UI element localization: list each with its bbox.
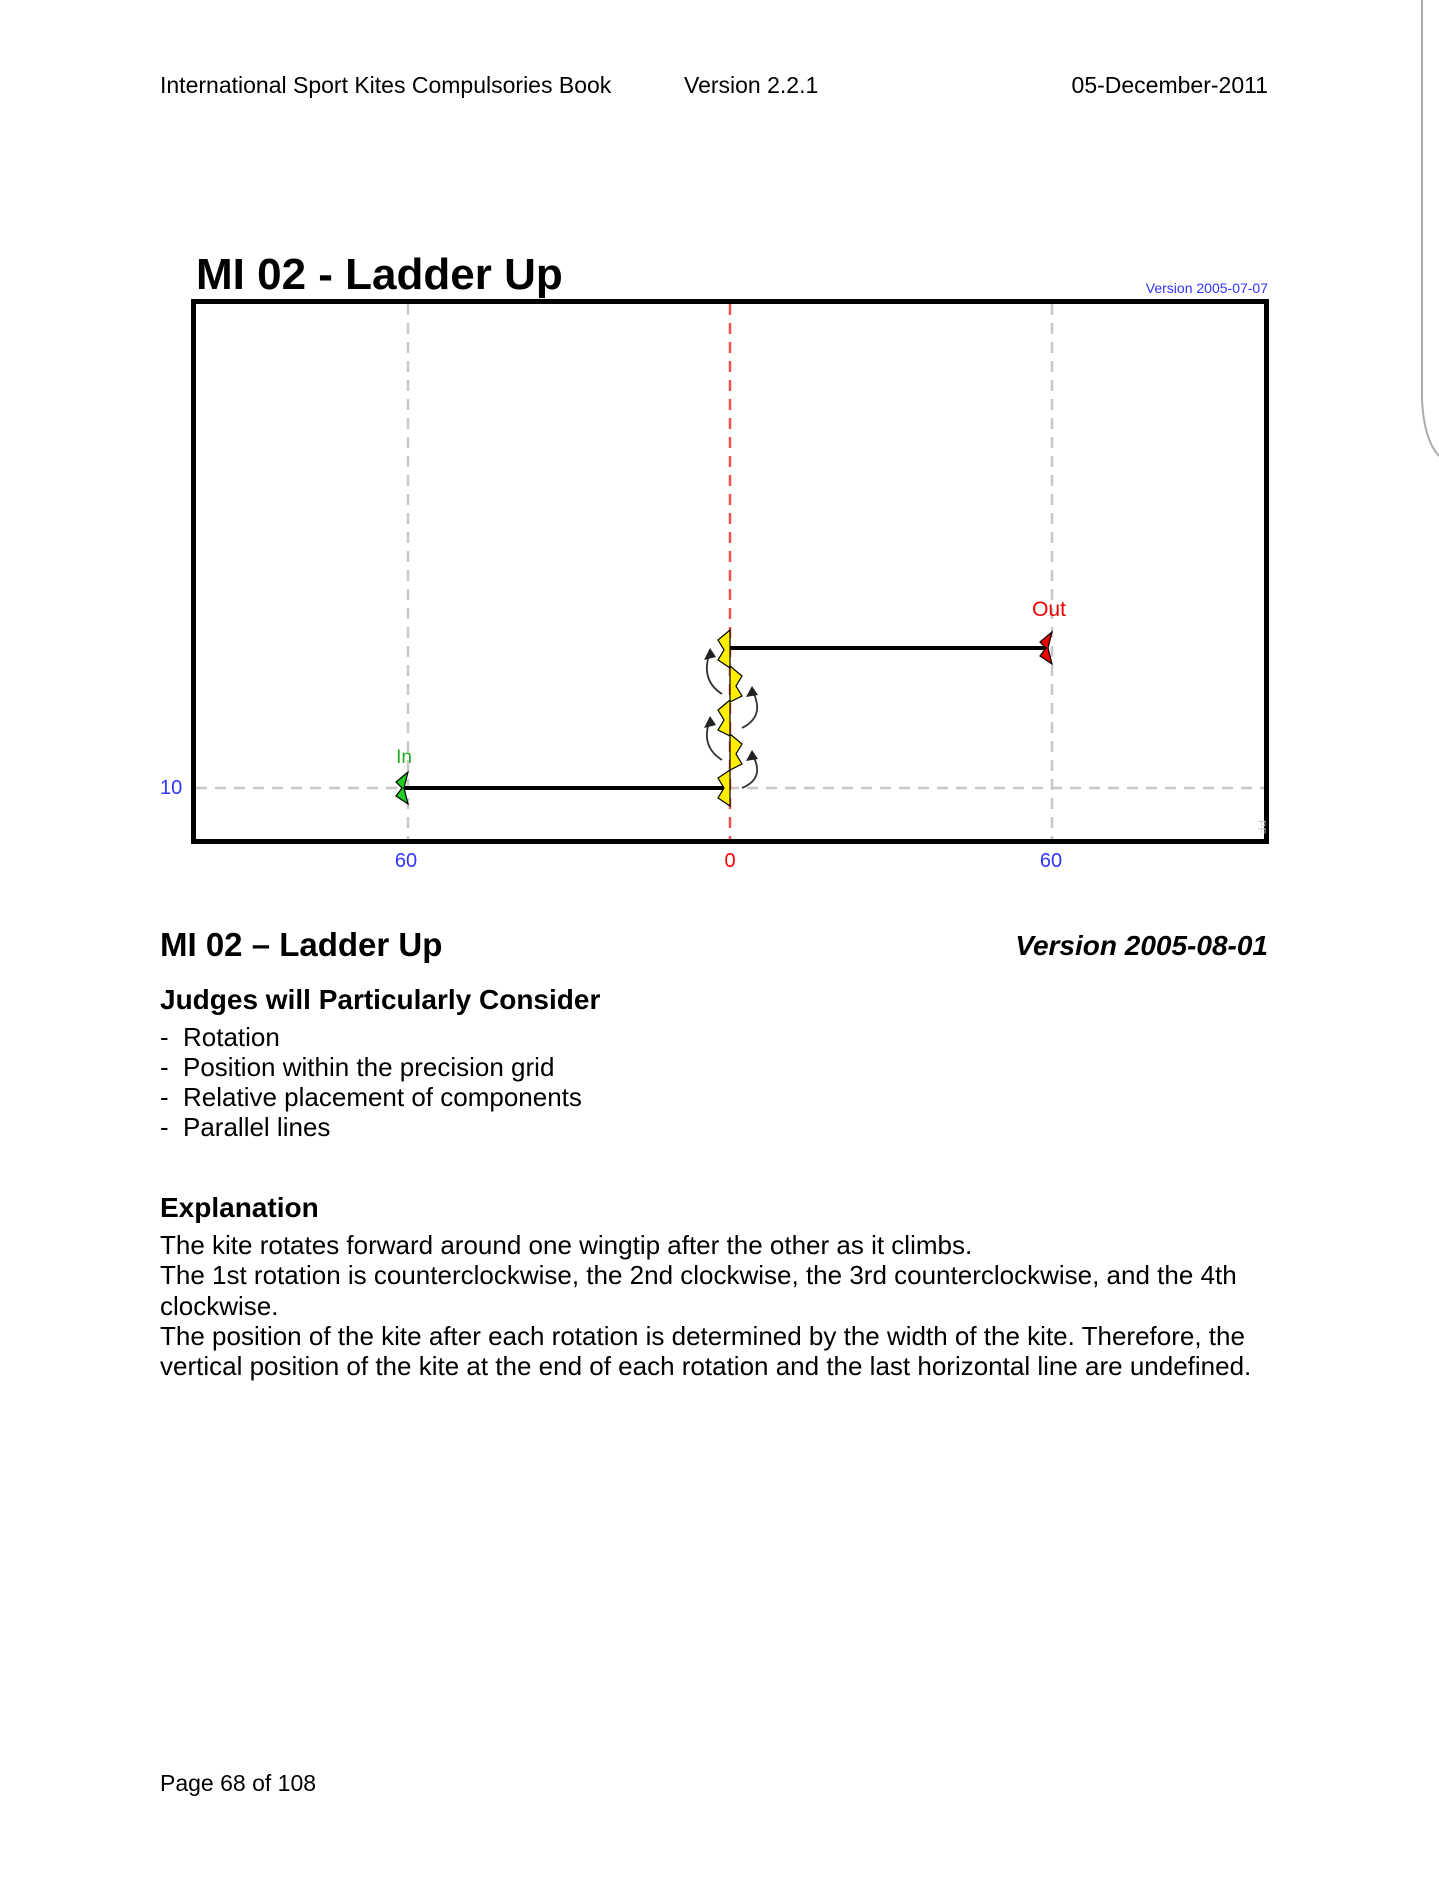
diagram-version: Version 2005-07-07 bbox=[1145, 280, 1268, 296]
explanation-heading: Explanation bbox=[160, 1192, 319, 1223]
watermark: PF bbox=[1255, 820, 1267, 835]
judges-heading: Judges will Particularly Consider bbox=[160, 984, 601, 1015]
judges-item: - Relative placement of components bbox=[160, 1082, 582, 1112]
explanation-paragraph: The 1st rotation is counterclockwise, the 2nd clockwise, the 3rd counterclockwise, and the 4th clockwise. bbox=[160, 1260, 1237, 1321]
out-label: Out bbox=[1032, 598, 1066, 621]
explanation-paragraph: The kite rotates forward around one wingtip after the other as it climbs. bbox=[160, 1230, 973, 1260]
x-tick-label-right: 60 bbox=[1039, 850, 1063, 872]
header-book-title: International Sport Kites Compulsories Book bbox=[160, 72, 612, 98]
y-tick-label: 10 bbox=[160, 777, 183, 799]
section-version: Version 2005-08-01 bbox=[1015, 930, 1268, 961]
header-version: Version 2.2.1 bbox=[684, 72, 819, 98]
diagram-title: MI 02 - Ladder Up bbox=[196, 250, 563, 299]
judges-item: - Position within the precision grid bbox=[160, 1052, 555, 1082]
judges-item: - Rotation bbox=[160, 1022, 280, 1052]
figure-diagram bbox=[0, 230, 1439, 880]
header-date: 05-December-2011 bbox=[1071, 72, 1268, 98]
in-label: In bbox=[396, 747, 412, 768]
judges-item: - Parallel lines bbox=[160, 1112, 331, 1142]
explanation-paragraph: The position of the kite after each rotation is determined by the width of the kite. Therefore, the vertical position of the kite at the end of each rotation and the last horizontal line are undefined. bbox=[160, 1320, 1252, 1382]
x-tick-label-left: 60 bbox=[394, 850, 418, 872]
page-number: Page 68 of 108 bbox=[160, 1770, 317, 1796]
explanation-text bbox=[160, 1230, 1270, 1381]
kite-rotation-sequence bbox=[718, 630, 742, 806]
x-tick-label-center: 0 bbox=[724, 850, 736, 872]
section-title: MI 02 – Ladder Up bbox=[160, 926, 443, 963]
